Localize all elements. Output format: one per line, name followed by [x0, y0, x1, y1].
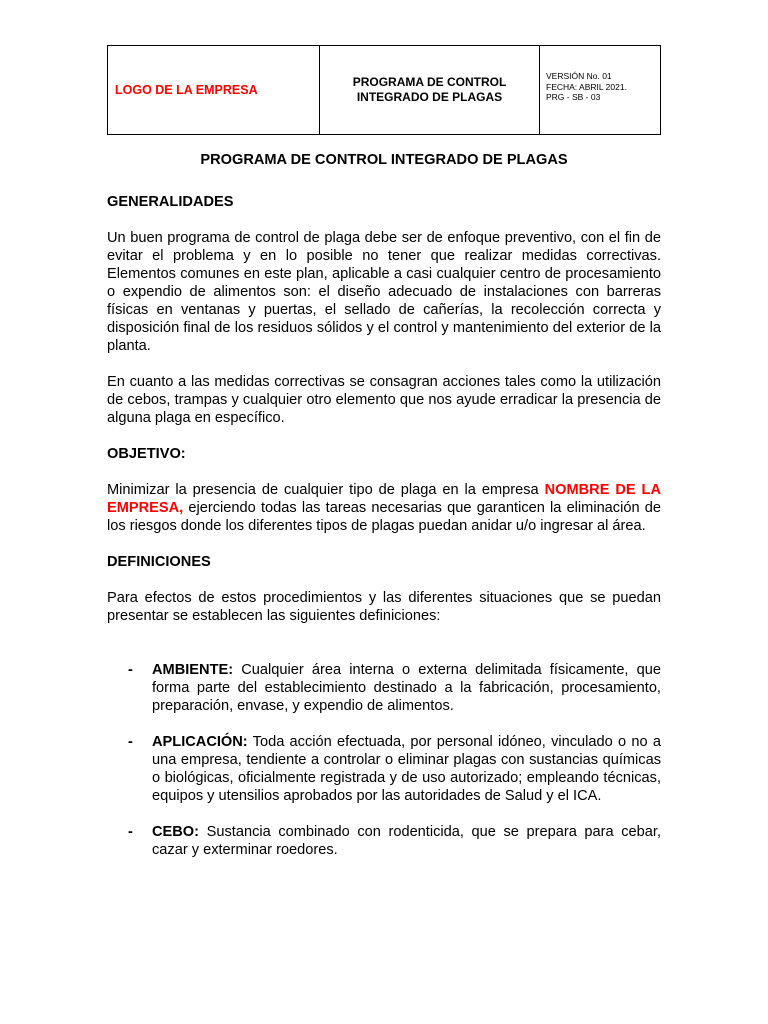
version-info-cell	[540, 46, 661, 135]
definition-item-aplicacion	[107, 733, 661, 805]
program-title-line2: INTEGRADO DE PLAGAS	[356, 90, 503, 104]
company-name-placeholder: NOMBRE DE LA EMPRESA,	[107, 482, 662, 516]
document-code: PRG - SB - 03	[546, 92, 601, 103]
section-heading-generalidades: GENERALIDADES	[107, 194, 234, 210]
list-dash: -	[128, 734, 133, 750]
definition-term: AMBIENTE:	[152, 662, 234, 678]
list-dash: -	[128, 662, 133, 678]
section-heading-objetivo: OBJETIVO:	[107, 446, 186, 462]
document-title: PROGRAMA DE CONTROL INTEGRADO DE PLAGAS	[200, 152, 568, 168]
definition-term: APLICACIÓN:	[152, 734, 248, 750]
section-heading-definiciones: DEFINICIONES	[107, 554, 211, 570]
definition-term: CEBO:	[152, 824, 200, 840]
definition-item-cebo	[107, 823, 661, 859]
program-title-cell	[320, 46, 540, 135]
document-body	[107, 151, 661, 877]
version-date: FECHA: ABRIL 2021.	[546, 81, 627, 92]
generalidades-paragraph-1: Un buen programa de control de plaga debe ser de enfoque preventivo, con el fin de evitar el problema y en lo posible no tener que realizar medidas correctivas. Elementos comunes en este plan, aplicable a casi cualquier centro de procesamiento o expendio de alimentos son: el diseño adecuado de instalaciones con barreras físicas en ventanas y puertas, el sellado de cañerías, la recolección correcta y disposición final de los residuos sólidos y el control y mantenimiento del exterior de la planta.	[107, 230, 661, 354]
objetivo-paragraph	[107, 481, 661, 535]
objetivo-text-start: Minimizar la presencia de cualquier tipo de plaga en la empresa	[107, 482, 545, 498]
list-dash: -	[128, 824, 133, 840]
definition-item-ambiente	[107, 661, 661, 715]
definiciones-intro: Para efectos de estos procedimientos y las diferentes situaciones que se puedan presentar se establecen las siguientes definiciones:	[107, 590, 661, 624]
definitions-list	[107, 661, 661, 859]
generalidades-paragraph-2: En cuanto a las medidas correctivas se consagran acciones tales como la utilización de cebos, trampas y cualquier otro elemento que nos ayude erradicar la presencia de alguna plaga en específico.	[107, 374, 661, 426]
logo-text: LOGO DE LA EMPRESA	[115, 83, 258, 97]
program-title-line1: PROGRAMA DE CONTROL	[352, 75, 507, 89]
document-header-table	[107, 45, 661, 135]
company-logo-placeholder	[108, 46, 320, 135]
definition-text: Toda acción efectuada, por personal idóneo, vinculado o no a una empresa, tendiente a controlar o eliminar plagas con sustancias químicas o biológicas, oficialmente registrada y de uso autorizado; empleando técnicas, equipos y utensilios aprobados por las autoridades de Salud y el ICA.	[152, 734, 661, 804]
version-number: VERSIÓN No. 01	[546, 71, 612, 82]
definition-text: Sustancia combinado con rodenticida, que se prepara para cebar, cazar y exterminar roedores.	[152, 824, 661, 858]
definition-text: Cualquier área interna o externa delimitada físicamente, que forma parte del establecimiento destinado a la fabricación, procesamiento, preparación, envase, y expendio de alimentos.	[152, 662, 661, 714]
objetivo-text-end: ejerciendo todas las tareas necesarias que garanticen la eliminación de los riesgos donde los diferentes tipos de plagas puedan anidar u/o ingresar al área.	[107, 500, 661, 534]
